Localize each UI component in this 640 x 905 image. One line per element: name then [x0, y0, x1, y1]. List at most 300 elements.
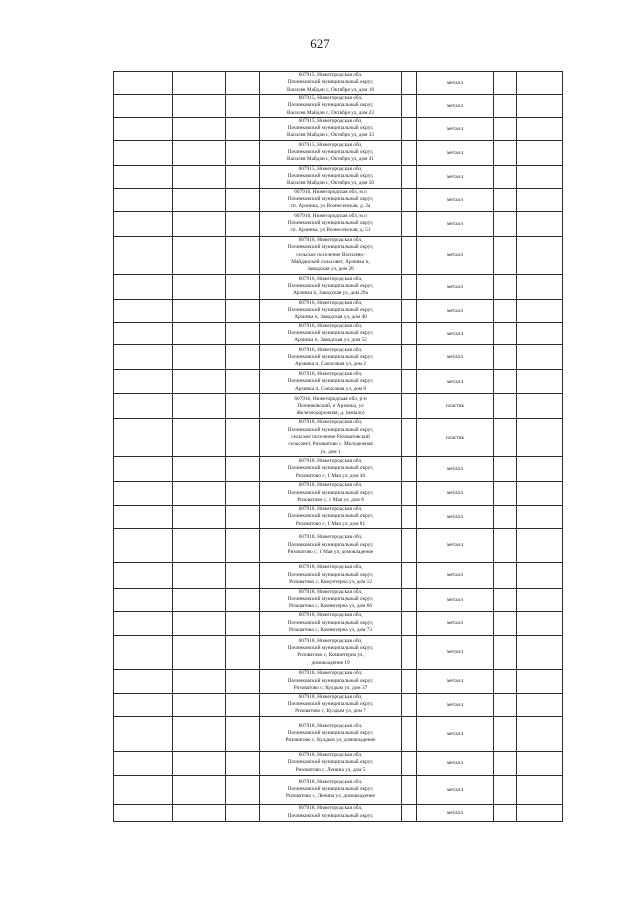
- empty-cell: [494, 140, 517, 165]
- empty-cell: [494, 345, 517, 370]
- empty-cell: [173, 505, 226, 528]
- address-line: Ризоватово с, Кулдым ул, дом 37: [293, 684, 368, 691]
- address-line: 607916, Нижегородская обл,: [298, 322, 363, 329]
- address-cell: [260, 117, 402, 140]
- empty-cell: [517, 236, 563, 274]
- empty-cell: [402, 751, 417, 775]
- address-line: Починковский муниципальный округ,: [287, 596, 374, 603]
- material-cell: металл: [417, 562, 494, 588]
- registry-table-body: [114, 72, 563, 822]
- empty-cell: [402, 95, 417, 118]
- table-row: [114, 611, 563, 635]
- address-cell: [260, 481, 402, 505]
- address-line: 607918, Нижегородская обл,: [298, 564, 363, 571]
- address-line: Ризоватово с, Коминтерна ул,: [297, 652, 364, 659]
- empty-cell: [517, 211, 563, 236]
- address-line: Починковский муниципальный округ,: [287, 701, 374, 708]
- empty-cell: [114, 274, 173, 299]
- empty-cell: [402, 188, 417, 211]
- address-line: 607918, Нижегородская обл,: [298, 693, 363, 700]
- empty-cell: [402, 274, 417, 299]
- address-line: Ризоватово с, 1 Мая ул, домовладение: [287, 548, 374, 555]
- address-line: Ризоватово с, Кулдым ул, домовладение: [285, 737, 376, 744]
- empty-cell: [517, 165, 563, 188]
- empty-cell: [494, 611, 517, 635]
- empty-cell: [226, 370, 260, 394]
- address-line: Василев Майдан с, Октября ул, дом 50: [286, 180, 375, 187]
- address-line: Починковский муниципальный округ,: [287, 244, 374, 251]
- empty-cell: [173, 611, 226, 635]
- address-line: Починковский муниципальный округ,: [287, 196, 374, 203]
- empty-cell: [114, 505, 173, 528]
- address-line: 607918, Нижегородская обл,: [298, 722, 363, 729]
- material-cell: металл: [417, 274, 494, 299]
- material-cell: металл: [417, 588, 494, 611]
- address-line: Починковский, п Арзинка, ул: [297, 402, 364, 409]
- empty-cell: [402, 211, 417, 236]
- address-cell: [260, 72, 402, 95]
- address-line: Починковский муниципальный округ,: [287, 173, 374, 180]
- empty-cell: [226, 693, 260, 716]
- empty-cell: [114, 751, 173, 775]
- address-cell: [260, 95, 402, 118]
- empty-cell: [494, 751, 517, 775]
- empty-cell: [517, 804, 563, 821]
- empty-cell: [402, 140, 417, 165]
- empty-cell: [402, 456, 417, 481]
- address-line: сельское поселение Василево-: [296, 251, 365, 258]
- table-row: [114, 188, 563, 211]
- material-cell: металл: [417, 345, 494, 370]
- material-cell: металл: [417, 775, 494, 804]
- address-line: Арзинка п, Заводская ул, дом 29а: [293, 290, 368, 297]
- address-line: Починковский муниципальный округ,: [287, 513, 374, 520]
- empty-cell: [226, 611, 260, 635]
- empty-cell: [517, 481, 563, 505]
- empty-cell: [402, 611, 417, 635]
- material-cell: металл: [417, 211, 494, 236]
- empty-cell: [517, 117, 563, 140]
- address-line: 607918, Нижегородская обл,: [298, 805, 363, 812]
- material-cell: металл: [417, 635, 494, 669]
- empty-cell: [226, 775, 260, 804]
- empty-cell: [402, 716, 417, 751]
- table-row: [114, 562, 563, 588]
- registry-table: [113, 71, 563, 822]
- empty-cell: [226, 322, 260, 345]
- empty-cell: [402, 505, 417, 528]
- empty-cell: [517, 751, 563, 775]
- address-cell: [260, 394, 402, 419]
- address-line: Ризоватово с, 1 Мая ул, дом 40: [295, 472, 366, 479]
- empty-cell: [114, 72, 173, 95]
- empty-cell: [226, 72, 260, 95]
- material-cell: пластик: [417, 394, 494, 419]
- empty-cell: [517, 693, 563, 716]
- empty-cell: [402, 117, 417, 140]
- empty-cell: [114, 188, 173, 211]
- address-line: Арзинка п, Совхозная ул, дом 6: [294, 385, 367, 392]
- empty-cell: [114, 236, 173, 274]
- empty-cell: [402, 345, 417, 370]
- table-row: [114, 635, 563, 669]
- material-cell: металл: [417, 95, 494, 118]
- address-line: Ризоватово с, Коминтерна ул, дом 66: [288, 603, 373, 610]
- address-line: Починковский муниципальный округ,: [287, 220, 374, 227]
- address-line: 607918, Нижегородская обл,: [298, 505, 363, 512]
- address-line: Починковский муниципальный округ,: [287, 644, 374, 651]
- empty-cell: [517, 188, 563, 211]
- table-row: [114, 751, 563, 775]
- empty-cell: [402, 299, 417, 322]
- empty-cell: [494, 322, 517, 345]
- address-line: Ризоватово с, Коминтерна ул, дом 73: [288, 626, 373, 633]
- empty-cell: [173, 299, 226, 322]
- empty-cell: [517, 669, 563, 693]
- empty-cell: [114, 669, 173, 693]
- empty-cell: [226, 588, 260, 611]
- address-line: Починковский муниципальный округ,: [287, 571, 374, 578]
- address-line: 607916, Нижегородская обл, р-н: [294, 395, 367, 402]
- empty-cell: [114, 117, 173, 140]
- address-line: 607916, Нижегородская обл,: [298, 236, 363, 243]
- empty-cell: [173, 274, 226, 299]
- table-row: [114, 322, 563, 345]
- empty-cell: [517, 528, 563, 562]
- empty-cell: [226, 117, 260, 140]
- material-cell: пластик: [417, 419, 494, 456]
- empty-cell: [517, 345, 563, 370]
- material-cell: металл: [417, 456, 494, 481]
- empty-cell: [226, 236, 260, 274]
- empty-cell: [114, 481, 173, 505]
- empty-cell: [173, 140, 226, 165]
- empty-cell: [173, 804, 226, 821]
- empty-cell: [494, 562, 517, 588]
- empty-cell: [402, 528, 417, 562]
- empty-cell: [226, 140, 260, 165]
- empty-cell: [173, 635, 226, 669]
- empty-cell: [114, 775, 173, 804]
- empty-cell: [517, 588, 563, 611]
- material-cell: металл: [417, 481, 494, 505]
- table-row: [114, 394, 563, 419]
- address-line: 607918, Нижегородская обл,: [298, 534, 363, 541]
- address-line: 607916, Нижегородская обл,: [298, 346, 363, 353]
- address-cell: [260, 775, 402, 804]
- empty-cell: [226, 505, 260, 528]
- address-cell: [260, 611, 402, 635]
- empty-cell: [173, 117, 226, 140]
- empty-cell: [226, 528, 260, 562]
- address-cell: [260, 693, 402, 716]
- address-cell: [260, 716, 402, 751]
- address-cell: [260, 236, 402, 274]
- empty-cell: [226, 481, 260, 505]
- address-line: Арзинка п, Совхозная ул, дом 2: [294, 361, 367, 368]
- address-cell: [260, 588, 402, 611]
- address-cell: [260, 669, 402, 693]
- empty-cell: [494, 528, 517, 562]
- empty-cell: [494, 775, 517, 804]
- address-line: Починковский муниципальный округ,: [287, 283, 374, 290]
- empty-cell: [173, 456, 226, 481]
- address-cell: [260, 322, 402, 345]
- empty-cell: [517, 456, 563, 481]
- empty-cell: [173, 211, 226, 236]
- empty-cell: [402, 165, 417, 188]
- empty-cell: [517, 562, 563, 588]
- empty-cell: [114, 419, 173, 456]
- empty-cell: [226, 669, 260, 693]
- empty-cell: [226, 804, 260, 821]
- material-cell: металл: [417, 528, 494, 562]
- empty-cell: [173, 370, 226, 394]
- empty-cell: [226, 751, 260, 775]
- empty-cell: [517, 635, 563, 669]
- address-cell: [260, 188, 402, 211]
- empty-cell: [494, 274, 517, 299]
- address-line: сельсовет, Ризоватово с, Молодежная: [288, 441, 373, 448]
- empty-cell: [114, 693, 173, 716]
- empty-cell: [226, 299, 260, 322]
- empty-cell: [173, 236, 226, 274]
- address-line: 607915, Нижегородская обл.: [298, 72, 363, 79]
- table-row: [114, 95, 563, 118]
- table-row: [114, 804, 563, 821]
- address-line: Починковский муниципальный округ,: [287, 541, 374, 548]
- material-cell: металл: [417, 165, 494, 188]
- empty-cell: [517, 505, 563, 528]
- empty-cell: [114, 611, 173, 635]
- address-line: Ризоватово с, Ленина ул, дом 5: [295, 766, 366, 773]
- material-cell: металл: [417, 611, 494, 635]
- address-cell: [260, 456, 402, 481]
- empty-cell: [114, 716, 173, 751]
- address-cell: [260, 211, 402, 236]
- table-row: [114, 481, 563, 505]
- empty-cell: [494, 394, 517, 419]
- empty-cell: [226, 345, 260, 370]
- table-row: [114, 456, 563, 481]
- table-row: [114, 693, 563, 716]
- empty-cell: [226, 716, 260, 751]
- material-cell: металл: [417, 370, 494, 394]
- address-line: 607918, Нижегородская обл,: [298, 670, 363, 677]
- material-cell: металл: [417, 693, 494, 716]
- address-cell: [260, 419, 402, 456]
- empty-cell: [517, 716, 563, 751]
- empty-cell: [173, 165, 226, 188]
- address-line: Василев Майдан с, Октября ул, дом 18: [286, 86, 375, 93]
- empty-cell: [494, 95, 517, 118]
- address-cell: [260, 274, 402, 299]
- empty-cell: [517, 419, 563, 456]
- empty-cell: [226, 635, 260, 669]
- address-line: Починковский муниципальный округ,: [287, 125, 374, 132]
- empty-cell: [114, 394, 173, 419]
- material-cell: металл: [417, 188, 494, 211]
- table-row: [114, 299, 563, 322]
- empty-cell: [114, 299, 173, 322]
- address-line: ул, дом 1: [320, 448, 341, 455]
- address-cell: [260, 528, 402, 562]
- empty-cell: [494, 211, 517, 236]
- address-line: Починковский муниципальный округ,: [287, 306, 374, 313]
- empty-cell: [226, 95, 260, 118]
- address-line: 607918, Нижегородская обл,: [298, 482, 363, 489]
- address-line: сельское поселение Ризоватовский: [291, 434, 370, 441]
- empty-cell: [173, 716, 226, 751]
- empty-cell: [114, 456, 173, 481]
- table-row: [114, 505, 563, 528]
- address-line: 607915, Нижегородская обл,: [298, 95, 363, 101]
- address-line: Починковский муниципальный округ,: [287, 729, 374, 736]
- address-line: 607915, Нижегородская обл,: [298, 165, 363, 172]
- empty-cell: [173, 669, 226, 693]
- empty-cell: [402, 804, 417, 821]
- address-cell: [260, 562, 402, 588]
- address-line: 607918, Нижегородская обл,: [298, 637, 363, 644]
- address-line: Ризоватово с, Кулдым ул, дом 7: [295, 708, 366, 715]
- address-line: Починковский муниципальный округ,: [287, 378, 374, 385]
- material-cell: металл: [417, 322, 494, 345]
- address-line: 607918, Нижегородская обл,: [298, 588, 363, 595]
- address-cell: [260, 804, 402, 821]
- empty-cell: [173, 751, 226, 775]
- empty-cell: [173, 188, 226, 211]
- address-cell: [260, 345, 402, 370]
- table-row: [114, 211, 563, 236]
- table-row: [114, 72, 563, 95]
- empty-cell: [173, 528, 226, 562]
- address-cell: [260, 751, 402, 775]
- address-cell: [260, 299, 402, 322]
- material-cell: металл: [417, 716, 494, 751]
- table-row: [114, 528, 563, 562]
- address-line: Починковский муниципальный округ,: [287, 149, 374, 156]
- address-line: 607916, Нижегородская обл, м.о: [294, 188, 367, 195]
- address-line: Железнодорожная, д. (начало): [296, 410, 365, 417]
- empty-cell: [494, 669, 517, 693]
- empty-cell: [226, 165, 260, 188]
- address-cell: [260, 635, 402, 669]
- empty-cell: [494, 419, 517, 456]
- empty-cell: [517, 72, 563, 95]
- empty-cell: [114, 140, 173, 165]
- address-line: Починковский муниципальный округ,: [287, 79, 374, 86]
- empty-cell: [173, 481, 226, 505]
- material-cell: металл: [417, 505, 494, 528]
- material-cell: металл: [417, 804, 494, 821]
- address-line: Василев Майдан с, Октября ул, дом 33: [286, 132, 375, 139]
- address-line: Починковский муниципальный округ,: [287, 353, 374, 360]
- material-cell: металл: [417, 236, 494, 274]
- table-row: [114, 117, 563, 140]
- address-line: Починковский муниципальный округ,: [287, 426, 374, 433]
- empty-cell: [114, 588, 173, 611]
- address-line: Арзинка п, Заводская ул, дом 52: [294, 337, 367, 344]
- address-line: Починковский муниципальный округ,: [287, 785, 374, 792]
- material-cell: металл: [417, 299, 494, 322]
- empty-cell: [494, 72, 517, 95]
- address-line: Ризоватово с, 1 Мая ул, дом 81: [295, 520, 366, 527]
- empty-cell: [114, 804, 173, 821]
- empty-cell: [173, 775, 226, 804]
- empty-cell: [114, 95, 173, 118]
- empty-cell: [114, 370, 173, 394]
- empty-cell: [402, 669, 417, 693]
- empty-cell: [114, 165, 173, 188]
- empty-cell: [494, 165, 517, 188]
- empty-cell: [494, 804, 517, 821]
- address-line: Ризоватово с, Ленина ул, домовладение: [286, 793, 375, 800]
- address-line: Починковский муниципальный округ,: [287, 102, 374, 109]
- empty-cell: [494, 481, 517, 505]
- empty-cell: [402, 481, 417, 505]
- table-row: [114, 165, 563, 188]
- address-line: 607915, Нижегородская обл,: [298, 141, 363, 148]
- empty-cell: [173, 72, 226, 95]
- address-line: 607916, Нижегородская обл, м.о: [294, 212, 367, 219]
- address-line: Василев Майдан с, Октября ул, дом 23: [286, 109, 375, 116]
- empty-cell: [173, 693, 226, 716]
- empty-cell: [173, 345, 226, 370]
- empty-cell: [494, 188, 517, 211]
- empty-cell: [517, 370, 563, 394]
- address-line: Починковский муниципальный округ,: [287, 329, 374, 336]
- address-line: 607916, Нижегородская обл,: [298, 275, 363, 282]
- empty-cell: [173, 322, 226, 345]
- address-line: 607918, Нижегородская обл,: [298, 778, 363, 785]
- empty-cell: [402, 419, 417, 456]
- empty-cell: [402, 562, 417, 588]
- material-cell: металл: [417, 140, 494, 165]
- table-row: [114, 419, 563, 456]
- material-cell: металл: [417, 72, 494, 95]
- table-row: [114, 236, 563, 274]
- address-line: Починковский муниципальный округ,: [287, 619, 374, 626]
- empty-cell: [517, 140, 563, 165]
- empty-cell: [402, 693, 417, 716]
- address-line: Починковский муниципальный округ,: [287, 812, 374, 819]
- empty-cell: [402, 370, 417, 394]
- address-line: 607915, Нижегородская обл,: [298, 117, 363, 124]
- empty-cell: [173, 562, 226, 588]
- table-row: [114, 716, 563, 751]
- address-line: 607916, Нижегородская обл,: [298, 299, 363, 306]
- empty-cell: [517, 95, 563, 118]
- material-cell: металл: [417, 669, 494, 693]
- empty-cell: [226, 274, 260, 299]
- material-cell: металл: [417, 751, 494, 775]
- material-cell: металл: [417, 117, 494, 140]
- empty-cell: [114, 635, 173, 669]
- empty-cell: [114, 528, 173, 562]
- empty-cell: [494, 117, 517, 140]
- address-line: Починковский муниципальный округ,: [287, 489, 374, 496]
- address-cell: [260, 140, 402, 165]
- empty-cell: [402, 394, 417, 419]
- address-line: сп. Арзинка, ул Вознесенская, д. 51: [290, 227, 371, 234]
- empty-cell: [494, 716, 517, 751]
- empty-cell: [402, 322, 417, 345]
- empty-cell: [173, 95, 226, 118]
- empty-cell: [226, 562, 260, 588]
- table-row: [114, 669, 563, 693]
- empty-cell: [517, 775, 563, 804]
- address-line: 607918, Нижегородская обл,: [298, 612, 363, 619]
